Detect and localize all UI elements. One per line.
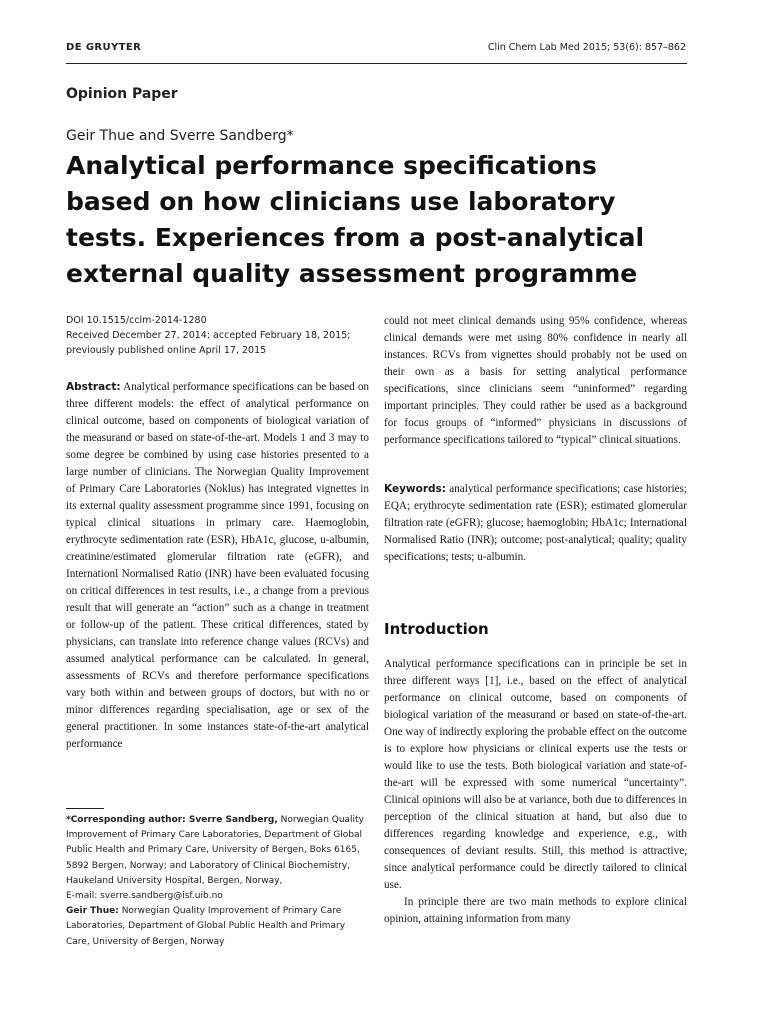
- keywords: [384, 481, 687, 566]
- introduction-heading: Introduction: [384, 620, 489, 638]
- received-dates: Received December 27, 2014; accepted February 18, 2015; previously published online April 17, 2015: [66, 330, 351, 356]
- corresponding-author-affiliation: Norwegian Quality Improvement of Primary Care Laboratories, Department of Global Public Health and Primary Care, University of Bergen, Boks 6165, 5892 Bergen, Norway; and Laboratory of Clinical Biochemistry, Haukeland University Hospital, Bergen, Norway,: [66, 815, 364, 886]
- journal-citation: Clin Chem Lab Med 2015; 53(6): 857–862: [487, 42, 686, 53]
- doi[interactable]: DOI 10.1515/cclm-2014-1280: [66, 315, 207, 326]
- introduction-paragraph-1: Analytical performance specifications can in principle be set in three different ways [1], i.e., based on the effect of analytical performance on clinical outcome, based on components of biological variation of the measurand or based on state-of-the-art. One way of indirectly exploring the probable effect on the outcome is to explore how physicians or clinical experts use the tests or would like to use the tests. Both biological variation and state-of-the-art will be expressed with some numerical “uncertainty”. Clinical opinions will also be at variance, both due to differences in perception of the clinical situation at hand, but also due to differences regarding knowledge and experience, e.g., with consequences of deviant results. Still, this method is attractive, since analytical performance could be directly tailored to clinical use.: [384, 658, 687, 891]
- abstract-text: Analytical performance specifications can be based on three different models: the effect of analytical performance on clinical outcome, based on components of biological variation of the measurand or based on state-of-the-art. Models 1 and 3 may to some degree be combined by using case histories presented to a large number of clinicians. The Norwegian Quality Improvement of Primary Care Laboratories (Noklus) has integrated vignettes in its external quality assessment programme since 1991, focusing on typical clinical situations in primary care. Haemoglobin, erythrocyte sedimentation rate (ESR), HbA1c, glucose, u-albumin, creatinine/estimated glomerular filtration rate (eGFR), and Internationl Normalised Ratio (INR) have been evaluated focusing on critical differences in test results, i.e., a change from a previous result that will generate an “action” such as a change in treatment or follow-up of the patient. These critical differences, stated by physicians, can translate into reference change values (RCVs) and assumed analytical performance can be calculated. In general, assessments of RCVs and therefore performance specifications vary both within and between groups of doctors, but with no or minor differences regarding specialisation, age or sex of the general practitioner. In some instances state-of-the-art analytical performance: [66, 381, 370, 750]
- introduction-paragraph-2: In principle there are two main methods to explore clinical opinion, attaining information from many: [384, 896, 687, 925]
- abstract-label: Abstract:: [66, 381, 121, 393]
- abstract-continuation-text: could not meet clinical demands using 95% confidence, whereas clinical demands were met using 80% confidence in nearly all instances. RCVs from vignettes should probably not be used on their own as a basis for setting analytical performance specifications, since clinicians seem “uninformed” regarding important principles. They could rather be used as a background for focus groups of “informed” physicians in discussions of performance specifications tailored to “typical” clinical situations.: [384, 315, 687, 446]
- authors: Geir Thue and Sverre Sandberg*: [66, 128, 294, 144]
- publisher-name: DE GRUYTER: [66, 42, 142, 53]
- header-rule: [66, 63, 687, 64]
- email-line[interactable]: E-mail: sverre.sandberg@isf.uib.no: [66, 891, 223, 902]
- paper-type: Opinion Paper: [66, 86, 178, 102]
- footnotes: [66, 813, 371, 950]
- paper-title: Analytical performance specifications based on how clinicians use laboratory tests. Experiences from a post-analytical external quality assessment programme: [66, 151, 645, 288]
- footnote-rule: [66, 808, 104, 809]
- coauthor-label: Geir Thue:: [66, 906, 119, 917]
- abstract-continuation: [384, 313, 687, 449]
- keywords-label: Keywords:: [384, 483, 446, 495]
- abstract: [66, 379, 369, 753]
- coauthor-affiliation: Norwegian Quality Improvement of Primary Care Laboratories, Department of Global Public Health and Primary Care, University of Bergen, Norway: [66, 906, 346, 947]
- corresponding-author-note: [66, 813, 371, 889]
- introduction-body: [384, 656, 687, 928]
- keywords-text: analytical performance specifications; case histories; EQA; erythrocyte sedimentation rate (ESR); estimated glomerular filtration rate (eGFR); glucose; haemoglobin; HbA1c; International Normalised Ratio (INR); outcome; post-analytical; quality; quality specifications; tests; u-albumin.: [384, 483, 687, 563]
- article-meta: [66, 313, 376, 358]
- coauthor-note: [66, 904, 371, 950]
- corresponding-author-label: *Corresponding author: Sverre Sandberg,: [66, 815, 278, 825]
